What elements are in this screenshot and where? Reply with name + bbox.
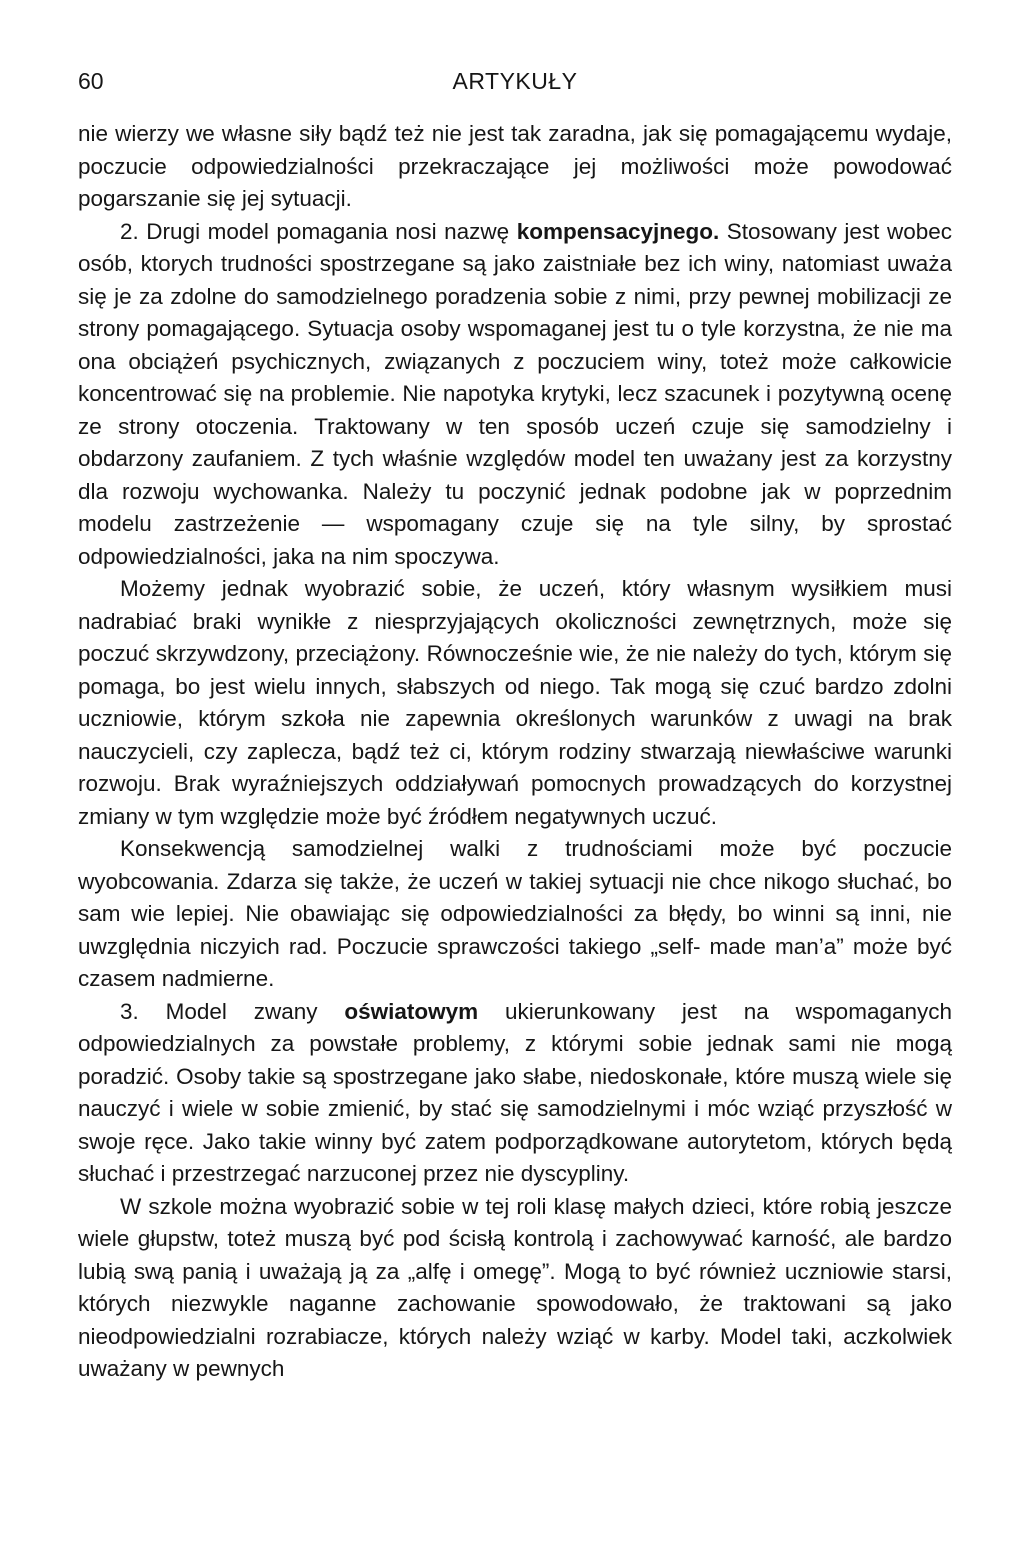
paragraph-continued bbox=[78, 118, 952, 216]
paragraph-text-after: Stosowany jest wobec osób, ktorych trudności spostrzegane są jako zaistniałe bez ich winy, natomiast uważa się je za zdolne do samodzielnego poradzenia sobie z nimi, przy pewnej mobilizacji ze strony pomagającego. Sytuacja osoby wspomaganej jest tu o tyle korzystna, że nie ma ona obciążeń psychicznych, związanych z poczuciem winy, toteż może całkowicie koncentrować się na problemie. Nie napotyka krytyki, lecz szacunek i pozytywną ocenę ze strony otoczenia. Traktowany w ten sposób uczeń czuje się samodzielny i obdarzony zaufaniem. Z tych właśnie względów model ten uważany jest za korzystny dla rozwoju wychowanka. Należy tu poczynić jednak podobne jak w poprzednim modelu zastrzeżenie — wspomagany czuje się na tyle silny, by sprostać odpowiedzialności, jaka na nim spoczywa. bbox=[78, 218, 952, 569]
paragraph-text-before: 2. Drugi model pomagania nosi nazwę bbox=[120, 218, 517, 244]
paragraph-alienation bbox=[78, 833, 952, 996]
page-number: 60 bbox=[78, 68, 104, 94]
paragraph-school-example bbox=[78, 1191, 952, 1386]
paragraph-overburdened-student bbox=[78, 573, 952, 833]
paragraph-text: nie wierzy we własne siły bądź też nie jest tak zaradna, jak się pomagającemu wydaje, poczucie odpowiedzialności przekraczające jej możliwości może powodować pogarszanie się jej sytuacji. bbox=[78, 121, 952, 211]
paragraph-educational-model bbox=[78, 996, 952, 1191]
paragraph-text: Możemy jednak wyobrazić sobie, że uczeń, który własnym wysiłkiem musi nadrabiać braki wynikłe z niesprzyjających okoliczności zewnętrznych, może się poczuć skrzywdzony, przeciążony. Równocześnie wie, że nie należy do tych, którym się pomaga, bo jest wielu innych, słabszych od niego. Tak mogą się czuć bardzo zdolni uczniowie, którym szkoła nie zapewnia określonych warunków z uwagi na brak nauczycieli, czy zaplecza, bądź też ci, którym rodziny stwarzają niewłaściwe warunki rozwoju. Brak wyraźniejszych oddziaływań pomocnych prowadzących do korzystnej zmiany w tym względzie może być źródłem negatywnych uczuć. bbox=[78, 576, 952, 829]
paragraph-text-before: 3. Model zwany bbox=[120, 998, 345, 1024]
paragraph-text: W szkole można wyobrazić sobie w tej roli klasę małych dzieci, które robią jeszcze wiele głupstw, toteż muszą być pod ścisłą kontrolą i zachowywać karność, ale bardzo lubią swą panią i uważają ją za „alfę i omegę”. Mogą to być również uczniowie starsi, których niezwykle naganne zachowanie spowodowało, że traktowani są jako nieodpowiedzialni rozrabiacze, których należy wziąć w karby. Model taki, aczkolwiek uważany w pewnych bbox=[78, 1193, 952, 1381]
document-page bbox=[78, 60, 952, 1386]
term-oswiatowym: oświatowym bbox=[344, 998, 479, 1024]
running-header bbox=[78, 60, 952, 100]
body-text bbox=[78, 118, 952, 1386]
paragraph-compensatory-model bbox=[78, 216, 952, 574]
running-title: ARTYKUŁY bbox=[452, 68, 578, 94]
paragraph-text: Konsekwencją samodzielnej walki z trudnościami może być poczucie wyobcowania. Zdarza się także, że uczeń w takiej sytuacji nie chce nikogo słuchać, bo sam wie lepiej. Nie obawiając się odpowiedzialności za błędy, bo winni są inni, nie uwzględnia niczyich rad. Poczucie sprawczości takiego „self- made man’a” może być czasem nadmierne. bbox=[78, 836, 952, 991]
paragraph-text-after: ukierunkowany jest na wspomaganych odpowiedzialnych za powstałe problemy, z którymi sobie jednak sami nie mogą poradzić. Osoby takie są spostrzegane jako słabe, niedoskonałe, które muszą wiele się nauczyć i wiele w sobie zmienić, by stać się samodzielnymi i móc wziąć przyszłość w swoje ręce. Jako takie winny być zatem podporządkowane autorytetom, których będą słuchać i przestrzegać narzuconej przez nie dyscypliny. bbox=[78, 998, 953, 1186]
term-kompensacyjnego: kompensacyjnego. bbox=[516, 218, 720, 244]
